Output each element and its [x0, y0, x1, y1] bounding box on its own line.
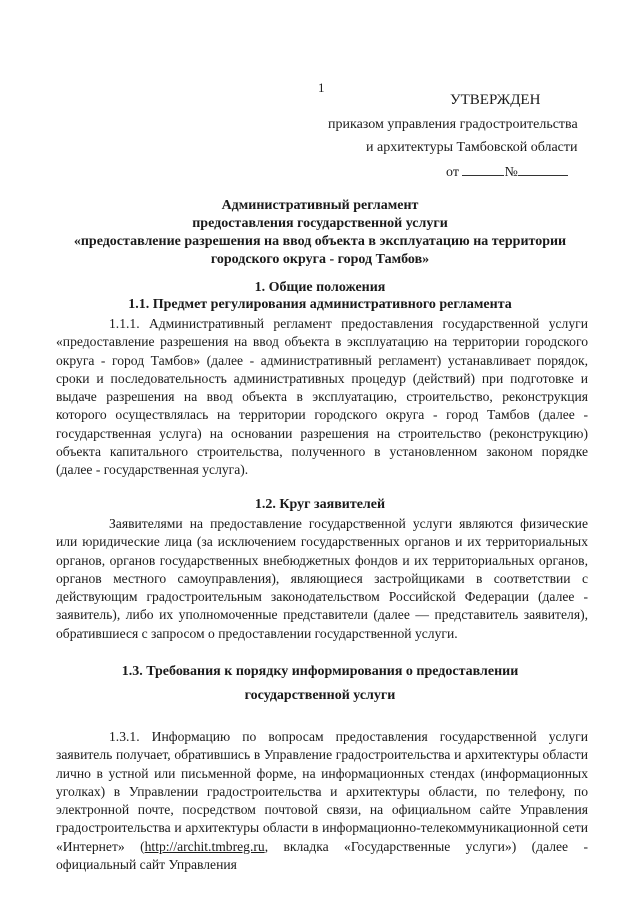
doc-title-line-4: городского округа - город Тамбов»	[210, 252, 430, 267]
number-blank	[518, 163, 568, 176]
subsection-1-3-heading-line-1: 1.3. Требования к порядку информирования о предоставлении	[121, 664, 519, 679]
subsection-1-2-heading: 1.2. Круг заявителей	[254, 497, 386, 512]
approval-date-line	[446, 163, 568, 181]
approval-title: УТВЕРЖДЕН	[450, 92, 541, 108]
subsection-1-3-heading-line-2: государственной услуги	[244, 688, 396, 703]
paragraph-1-3-1-after: , вкладка «Государственные услуги») (далее - официальный сайт Управления	[56, 838, 588, 873]
official-site-link[interactable]: http://archit.tmbreg.ru	[144, 838, 265, 854]
approval-line-1: приказом управления градостроительства	[328, 117, 578, 132]
paragraph-1-2	[56, 515, 588, 643]
approval-from-label: от	[446, 165, 459, 180]
approval-number-label: №	[504, 165, 518, 180]
doc-title-line-2: предоставления государственной услуги	[192, 216, 448, 231]
doc-title-line-3: «предоставление разрешения на ввод объекта в эксплуатацию на территории	[73, 234, 567, 249]
date-blank	[462, 163, 504, 176]
paragraph-1-3-1	[56, 728, 588, 874]
paragraph-1-1-1-text: 1.1.1. Административный регламент предоставления государственной услуги «предоставление разрешения на ввод объекта в эксплуатацию на территории городского округа - город Тамбов» (далее - административный регламент) устанавливает порядок, сроки и последовательность административных процедур (действий) при подготовке и выдаче разрешения на ввод объекта в эксплуатацию, строительство, реконструкция которого осуществлялась на территории городского округа - город Тамбов (далее - государственная услуга) на основании разрешения на строительство (реконструкцию) объекта капитального строительства, полученного в установленном законом порядке (далее - государственная услуга).	[56, 316, 588, 478]
section-heading: 1. Общие положения	[254, 280, 386, 295]
paragraph-1-2-text: Заявителями на предоставление государственной услуги являются физические или юридические лица (за исключением государственных органов и их территориальных органов, органов государственных внебюджетных фондов и их территориальных органов, органов местного самоуправления), являющиеся застройщиками в соответствии с действующим градостроительным законодательством Российской Федерации (далее - заявитель), либо их уполномоченные представители (далее — представитель заявителя), обратившиеся с запросом о предоставлении государственной услуги.	[56, 516, 588, 641]
approval-line-2: и архитектуры Тамбовской области	[366, 140, 578, 155]
doc-title-line-1: Административный регламент	[221, 198, 419, 213]
paragraph-1-1-1	[56, 315, 588, 480]
paragraph-1-3-1-text	[56, 728, 588, 874]
page-number: 1	[318, 80, 325, 95]
subsection-1-1-heading: 1.1. Предмет регулирования административного регламента	[128, 297, 512, 312]
paragraph-1-3-1-before: 1.3.1. Информацию по вопросам предоставления государственной услуги заявитель получает, обратившись в Управление градостроительства и архитектуры области лично в устной или письменной форме, на информационных стендах (информационных уголках) в Управлении градостроительства и архитектуры области, по телефону, по электронной почте, посредством почтовой связи, на официальном сайте Управления градостроительства и архитектуры области в информационно-телекоммуникационной сети «Интернет» (	[56, 729, 588, 854]
